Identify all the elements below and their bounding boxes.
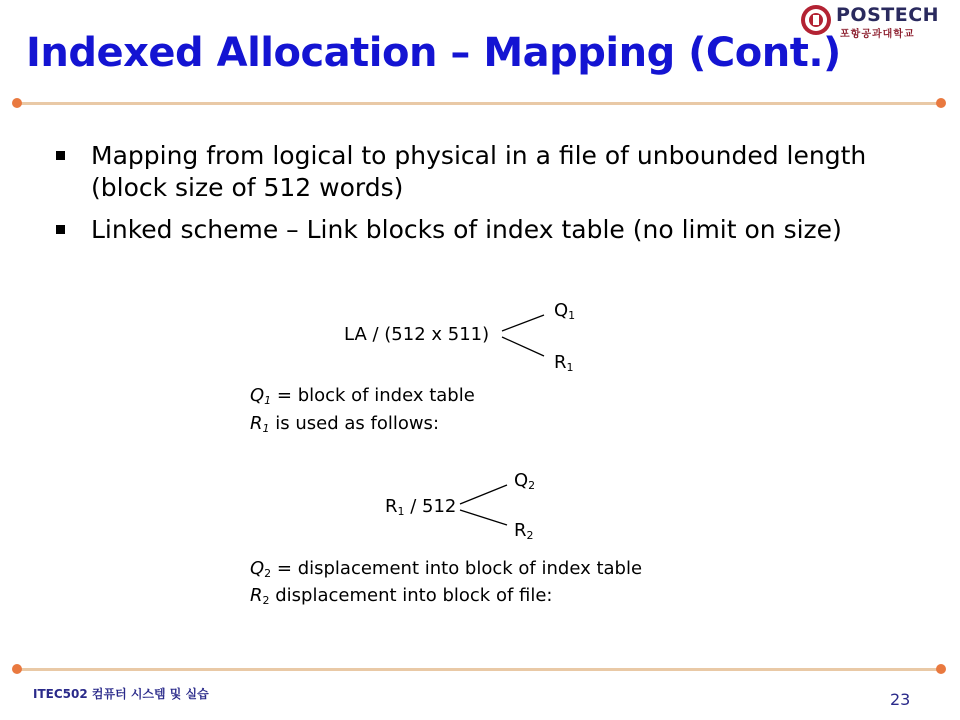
- diagram1-remainder: $R_1$: [554, 352, 574, 374]
- r1-description: $R_1$ is used as follows:: [250, 413, 440, 435]
- q2-description: $Q_2$ = displacement into block of index table: [250, 558, 643, 580]
- branch-line-r2: [460, 510, 507, 525]
- diagram1-quotient: $Q_1$: [554, 300, 576, 322]
- r2-description: $R_2$ displacement into block of file:: [250, 585, 553, 607]
- bullet-text: Linked scheme – Link blocks of index table (no limit on size): [91, 215, 842, 244]
- page-title: Indexed Allocation – Mapping (Cont.): [26, 30, 841, 76]
- diagram1-expression: LA / (512 x 511): [344, 324, 490, 345]
- footer-divider: [14, 663, 944, 675]
- diagram2-remainder: $R_2$: [514, 520, 534, 542]
- q1-description: $Q_1$ = block of index table: [250, 385, 475, 407]
- course-label: ITEC502 컴퓨터 시스템 및 실습: [33, 687, 209, 701]
- branch-line-q2: [460, 485, 507, 504]
- logo-subtext: 포항공과대학교: [840, 29, 915, 40]
- logo-text: POSTECH: [836, 4, 940, 26]
- diagram2-expression: $R_1 / 512$: [385, 496, 457, 518]
- branch-line-r1: [502, 337, 544, 356]
- page-number: 23: [890, 690, 911, 709]
- branch-line-q1: [502, 315, 544, 331]
- bullet-text: Mapping from logical to physical in a file of unbounded length (block size of 512 words): [91, 141, 867, 202]
- diagram2-quotient: $Q_2$: [514, 470, 536, 492]
